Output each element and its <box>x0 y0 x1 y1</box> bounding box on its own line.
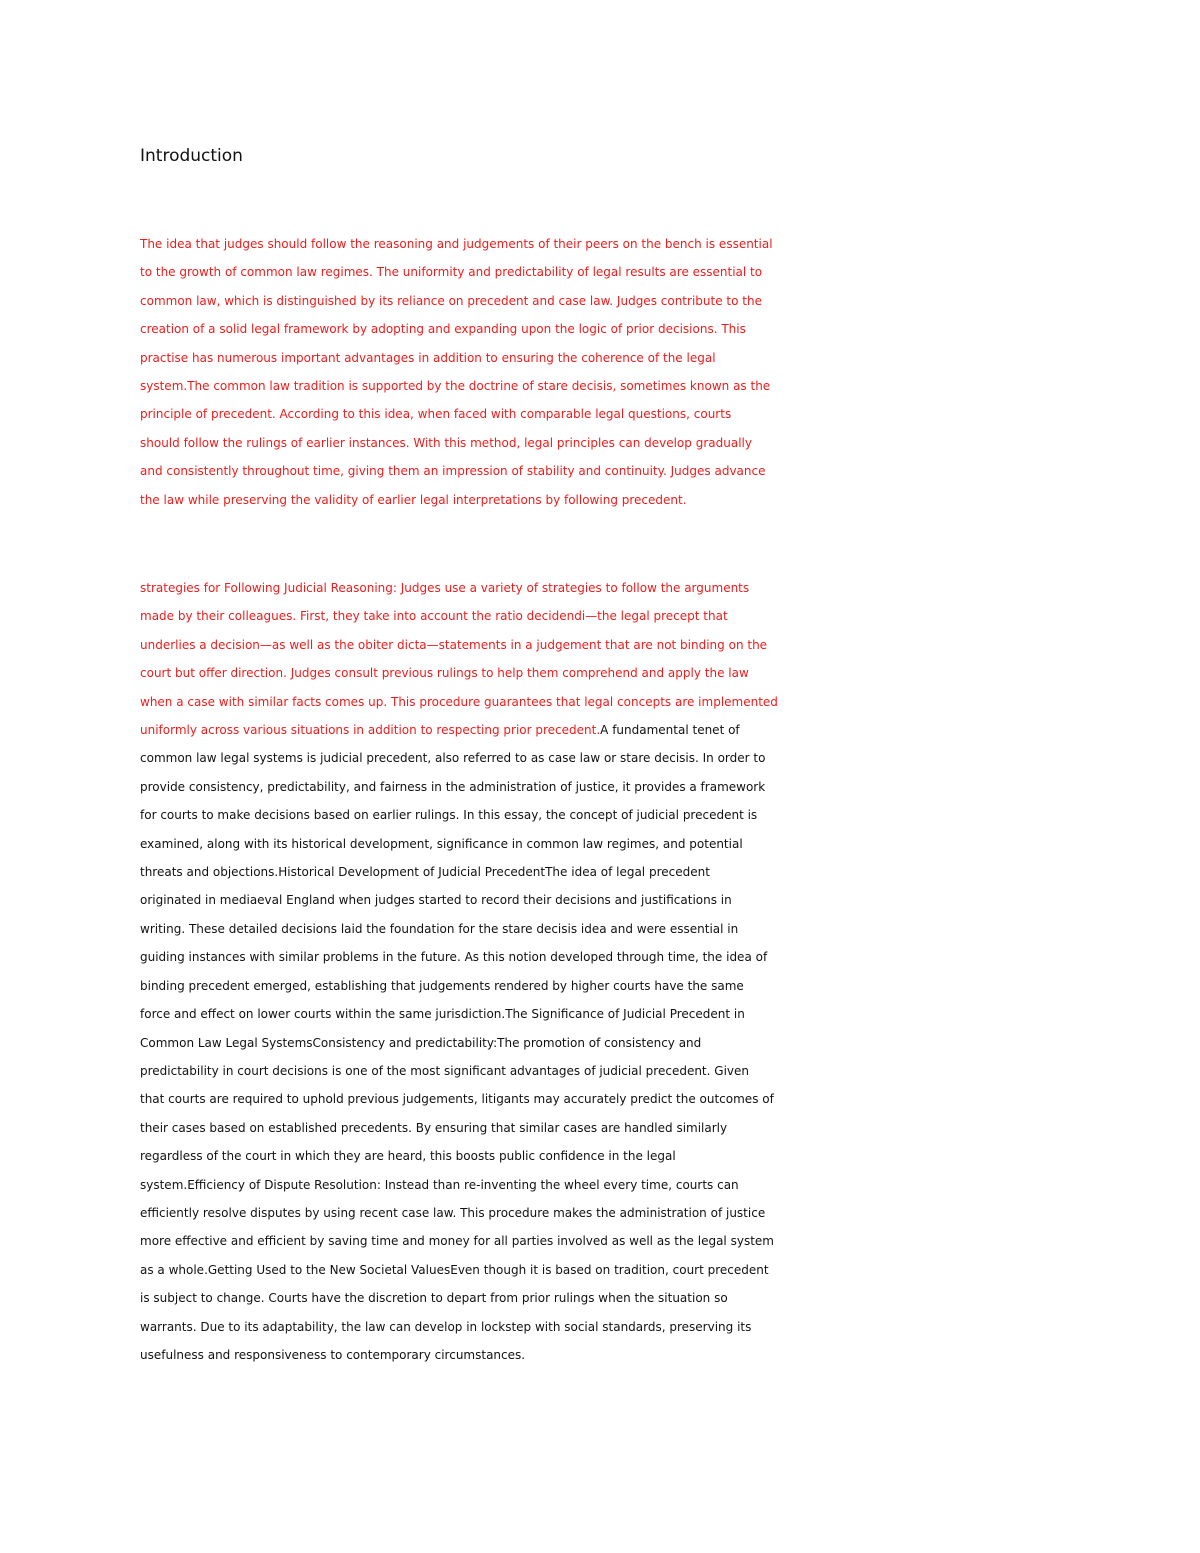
text-line: as a whole.Getting Used to the New Societal ValuesEven though it is based on tradition, court precedent <box>140 1262 769 1277</box>
text-line: court but offer direction. Judges consult previous rulings to help them comprehend and apply the law <box>140 666 749 681</box>
text-line: predictability in court decisions is one of the most significant advantages of judicial precedent. Given <box>140 1063 749 1078</box>
text-line: force and effect on lower courts within the same jurisdiction.The Significance of Judicial Precedent in <box>140 1007 745 1022</box>
text-line: threats and objections.Historical Development of Judicial PrecedentThe idea of legal precedent <box>140 865 710 880</box>
text-line: provide consistency, predictability, and fairness in the administration of justice, it provides a framework <box>140 779 766 794</box>
text-line: the law while preserving the validity of earlier legal interpretations by following precedent. <box>140 492 687 507</box>
text-line: their cases based on established precedents. By ensuring that similar cases are handled similarly <box>140 1120 728 1135</box>
text-line: system.Efficiency of Dispute Resolution: Instead than re-inventing the wheel every time, courts can <box>140 1177 739 1192</box>
text-line: underlies a decision—as well as the obiter dicta—statements in a judgement that are not binding on the <box>140 637 768 652</box>
paragraph-introduction <box>140 230 1080 514</box>
text-segment-red: uniformly across various situations in addition to respecting prior precedent. <box>140 723 601 738</box>
text-line: binding precedent emerged, establishing that judgements rendered by higher courts have the same <box>140 978 744 993</box>
text-line: made by their colleagues. First, they take into account the ratio decidendi—the legal precept that <box>140 609 728 624</box>
text-line-mixed <box>140 716 1080 744</box>
text-line: should follow the rulings of earlier instances. With this method, legal principles can develop gradually <box>140 435 752 450</box>
text-line: warrants. Due to its adaptability, the law can develop in lockstep with social standards, preserving its <box>140 1319 752 1334</box>
text-line: writing. These detailed decisions laid the foundation for the stare decisis idea and were essential in <box>140 921 739 936</box>
text-line: efficiently resolve disputes by using recent case law. This procedure makes the administration of justice <box>140 1205 766 1220</box>
text-line: creation of a solid legal framework by adopting and expanding upon the logic of prior decisions. This <box>140 322 746 337</box>
text-line: strategies for Following Judicial Reasoning: Judges use a variety of strategies to follow the arguments <box>140 581 750 595</box>
text-line: usefulness and responsiveness to contemporary circumstances. <box>140 1347 526 1362</box>
text-line: originated in mediaeval England when judges started to record their decisions and justifications in <box>140 893 732 908</box>
text-line: The idea that judges should follow the reasoning and judgements of their peers on the bench is essential <box>140 237 773 251</box>
text-line: common law legal systems is judicial precedent, also referred to as case law or stare decisis. In order to <box>140 751 766 766</box>
text-line: when a case with similar facts comes up. This procedure guarantees that legal concepts are implemented <box>140 694 778 709</box>
text-line: and consistently throughout time, giving them an impression of stability and continuity. Judges advance <box>140 464 766 479</box>
text-line: for courts to make decisions based on earlier rulings. In this essay, the concept of judicial precedent is <box>140 808 758 823</box>
section-heading: Introduction <box>140 146 243 166</box>
text-line: to the growth of common law regimes. The uniformity and predictability of legal results are essential to <box>140 265 763 280</box>
text-line: practise has numerous important advantages in addition to ensuring the coherence of the legal <box>140 350 716 365</box>
text-line: that courts are required to uphold previous judgements, litigants may accurately predict the outcomes of <box>140 1092 774 1107</box>
text-line: system.The common law tradition is supported by the doctrine of stare decisis, sometimes known as the <box>140 379 771 394</box>
text-line: guiding instances with similar problems in the future. As this notion developed through time, the idea of <box>140 950 768 965</box>
text-line: is subject to change. Courts have the discretion to depart from prior rulings when the situation so <box>140 1291 728 1306</box>
text-line: regardless of the court in which they are heard, this boosts public confidence in the legal <box>140 1149 676 1164</box>
text-line: Common Law Legal SystemsConsistency and predictability:The promotion of consistency and <box>140 1035 702 1050</box>
text-line: examined, along with its historical development, significance in common law regimes, and potential <box>140 836 743 851</box>
paragraph-strategies <box>140 574 1080 1369</box>
text-segment-black: A fundamental tenet of <box>600 723 740 738</box>
text-line: more effective and efficient by saving time and money for all parties involved as well as the legal system <box>140 1234 774 1249</box>
text-line: common law, which is distinguished by its reliance on precedent and case law. Judges contribute to the <box>140 293 762 308</box>
text-line: principle of precedent. According to this idea, when faced with comparable legal questions, courts <box>140 407 732 422</box>
